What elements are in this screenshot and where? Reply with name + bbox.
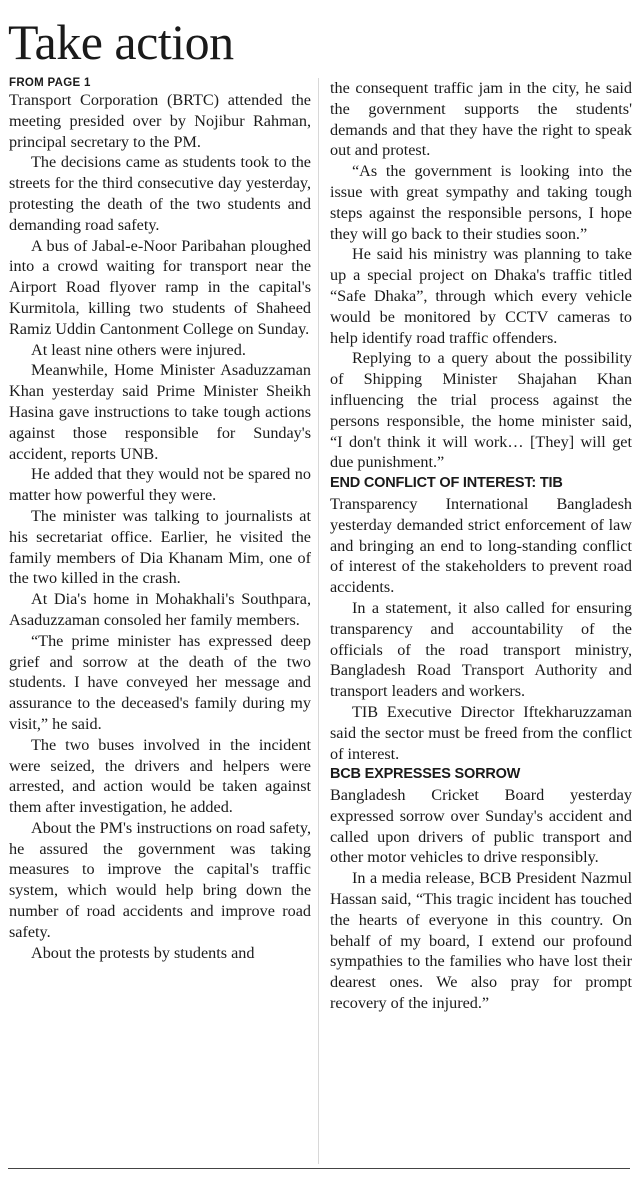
paragraph: Transparency International Bangladesh yesterday demanded strict enforcement of law and bringing an end to long-standing conflict of interest of the stakeholders to prevent road accidents.: [330, 494, 632, 597]
paragraph: About the PM's instructions on road safety, he assured the government was taking measures to improve the capital's traffic system, which would help bring down the number of road accidents and improve road safety.: [9, 818, 311, 941]
paragraph: A bus of Jabal-e-Noor Paribahan ploughed into a crowd waiting for transport near the Airport Road flyover ramp in the capital's Kurmitola, killing two students of Shaheed Ramiz Uddin Cantonment College on Sunday.: [9, 236, 311, 338]
paragraph: the consequent traffic jam in the city, he said the government supports the students' demands and that they have the right to speak out and protest.: [330, 79, 632, 160]
paragraph: Replying to a query about the possibility of Shipping Minister Shajahan Khan influencing the trial process against the persons responsible, the home minister said, “I don't think it will work… [They] will get due punishment.”: [330, 349, 632, 472]
paragraph: At least nine others were injured.: [31, 340, 246, 359]
right-column: [330, 78, 632, 1014]
bottom-rule: [8, 1168, 630, 1169]
paragraph: The two buses involved in the incident were seized, the drivers and helpers were arrested, and action would be taken against them after investigation, he added.: [9, 735, 311, 817]
paragraph: “The prime minister has expressed deep grief and sorrow at the death of the two students. I have conveyed her message and assurance to the deceased's family during my visit,” he said.: [9, 631, 311, 733]
paragraph: “As the government is looking into the issue with great sympathy and taking tough steps against the responsible persons, I hope they will go back to their studies soon.”: [330, 162, 632, 243]
paragraph: At Dia's home in Mohakhali's Southpara, Asaduzzaman consoled her family members.: [9, 590, 311, 629]
paragraph: TIB Executive Director Iftekharuzzaman said the sector must be freed from the conflict of interest.: [330, 702, 632, 763]
paragraph: The decisions came as students took to the streets for the third consecutive day yesterday, protesting the death of the two students and demanding road safety.: [9, 153, 311, 234]
headline: Take action: [8, 14, 234, 70]
paragraph: Transport Corporation (BRTC) attended the meeting presided over by Nojibur Rahman, principal secretary to the PM.: [9, 91, 311, 151]
paragraph: He added that they would not be spared no matter how powerful they were.: [9, 465, 311, 505]
paragraph: In a media release, BCB President Nazmul Hassan said, “This tragic incident has touched the hearts of everyone in this country. On behalf of my board, I extend our profound sympathies to the families who have lost their dearest ones. We also pray for prompt recovery of the injured.”: [330, 869, 632, 1013]
subheading-bcb: BCB EXPRESSES SORROW: [330, 766, 521, 783]
paragraph: About the protests by students and: [31, 943, 255, 962]
paragraph: Meanwhile, Home Minister Asaduzzaman Khan yesterday said Prime Minister Sheikh Hasina gave instructions to take tough actions against those responsible for Sunday's accident, reports UNB.: [9, 361, 311, 463]
left-column: [9, 76, 311, 963]
paragraph: In a statement, it also called for ensuring transparency and accountability of the officials of the road transport ministry, Bangladesh Road Transport Authority and transport leaders and workers.: [330, 598, 632, 701]
paragraph: He said his ministry was planning to take up a special project on Dhaka's traffic titled “Safe Dhaka”, through which every vehicle would be monitored by CCTV cameras to help identify road traffic offenders.: [330, 245, 632, 347]
paragraph: Bangladesh Cricket Board yesterday expressed sorrow over Sunday's accident and called upon drivers of public transport and other motor vehicles to drive responsibly.: [330, 786, 632, 867]
paragraph: The minister was talking to journalists at his secretariat office. Earlier, he visited the family members of Dia Khanam Mim, one of the two killed in the crash.: [9, 506, 311, 588]
column-divider: [318, 78, 319, 1164]
subheading-tib: END CONFLICT OF INTEREST: TIB: [330, 475, 563, 492]
jump-label: FROM PAGE 1: [9, 77, 91, 89]
